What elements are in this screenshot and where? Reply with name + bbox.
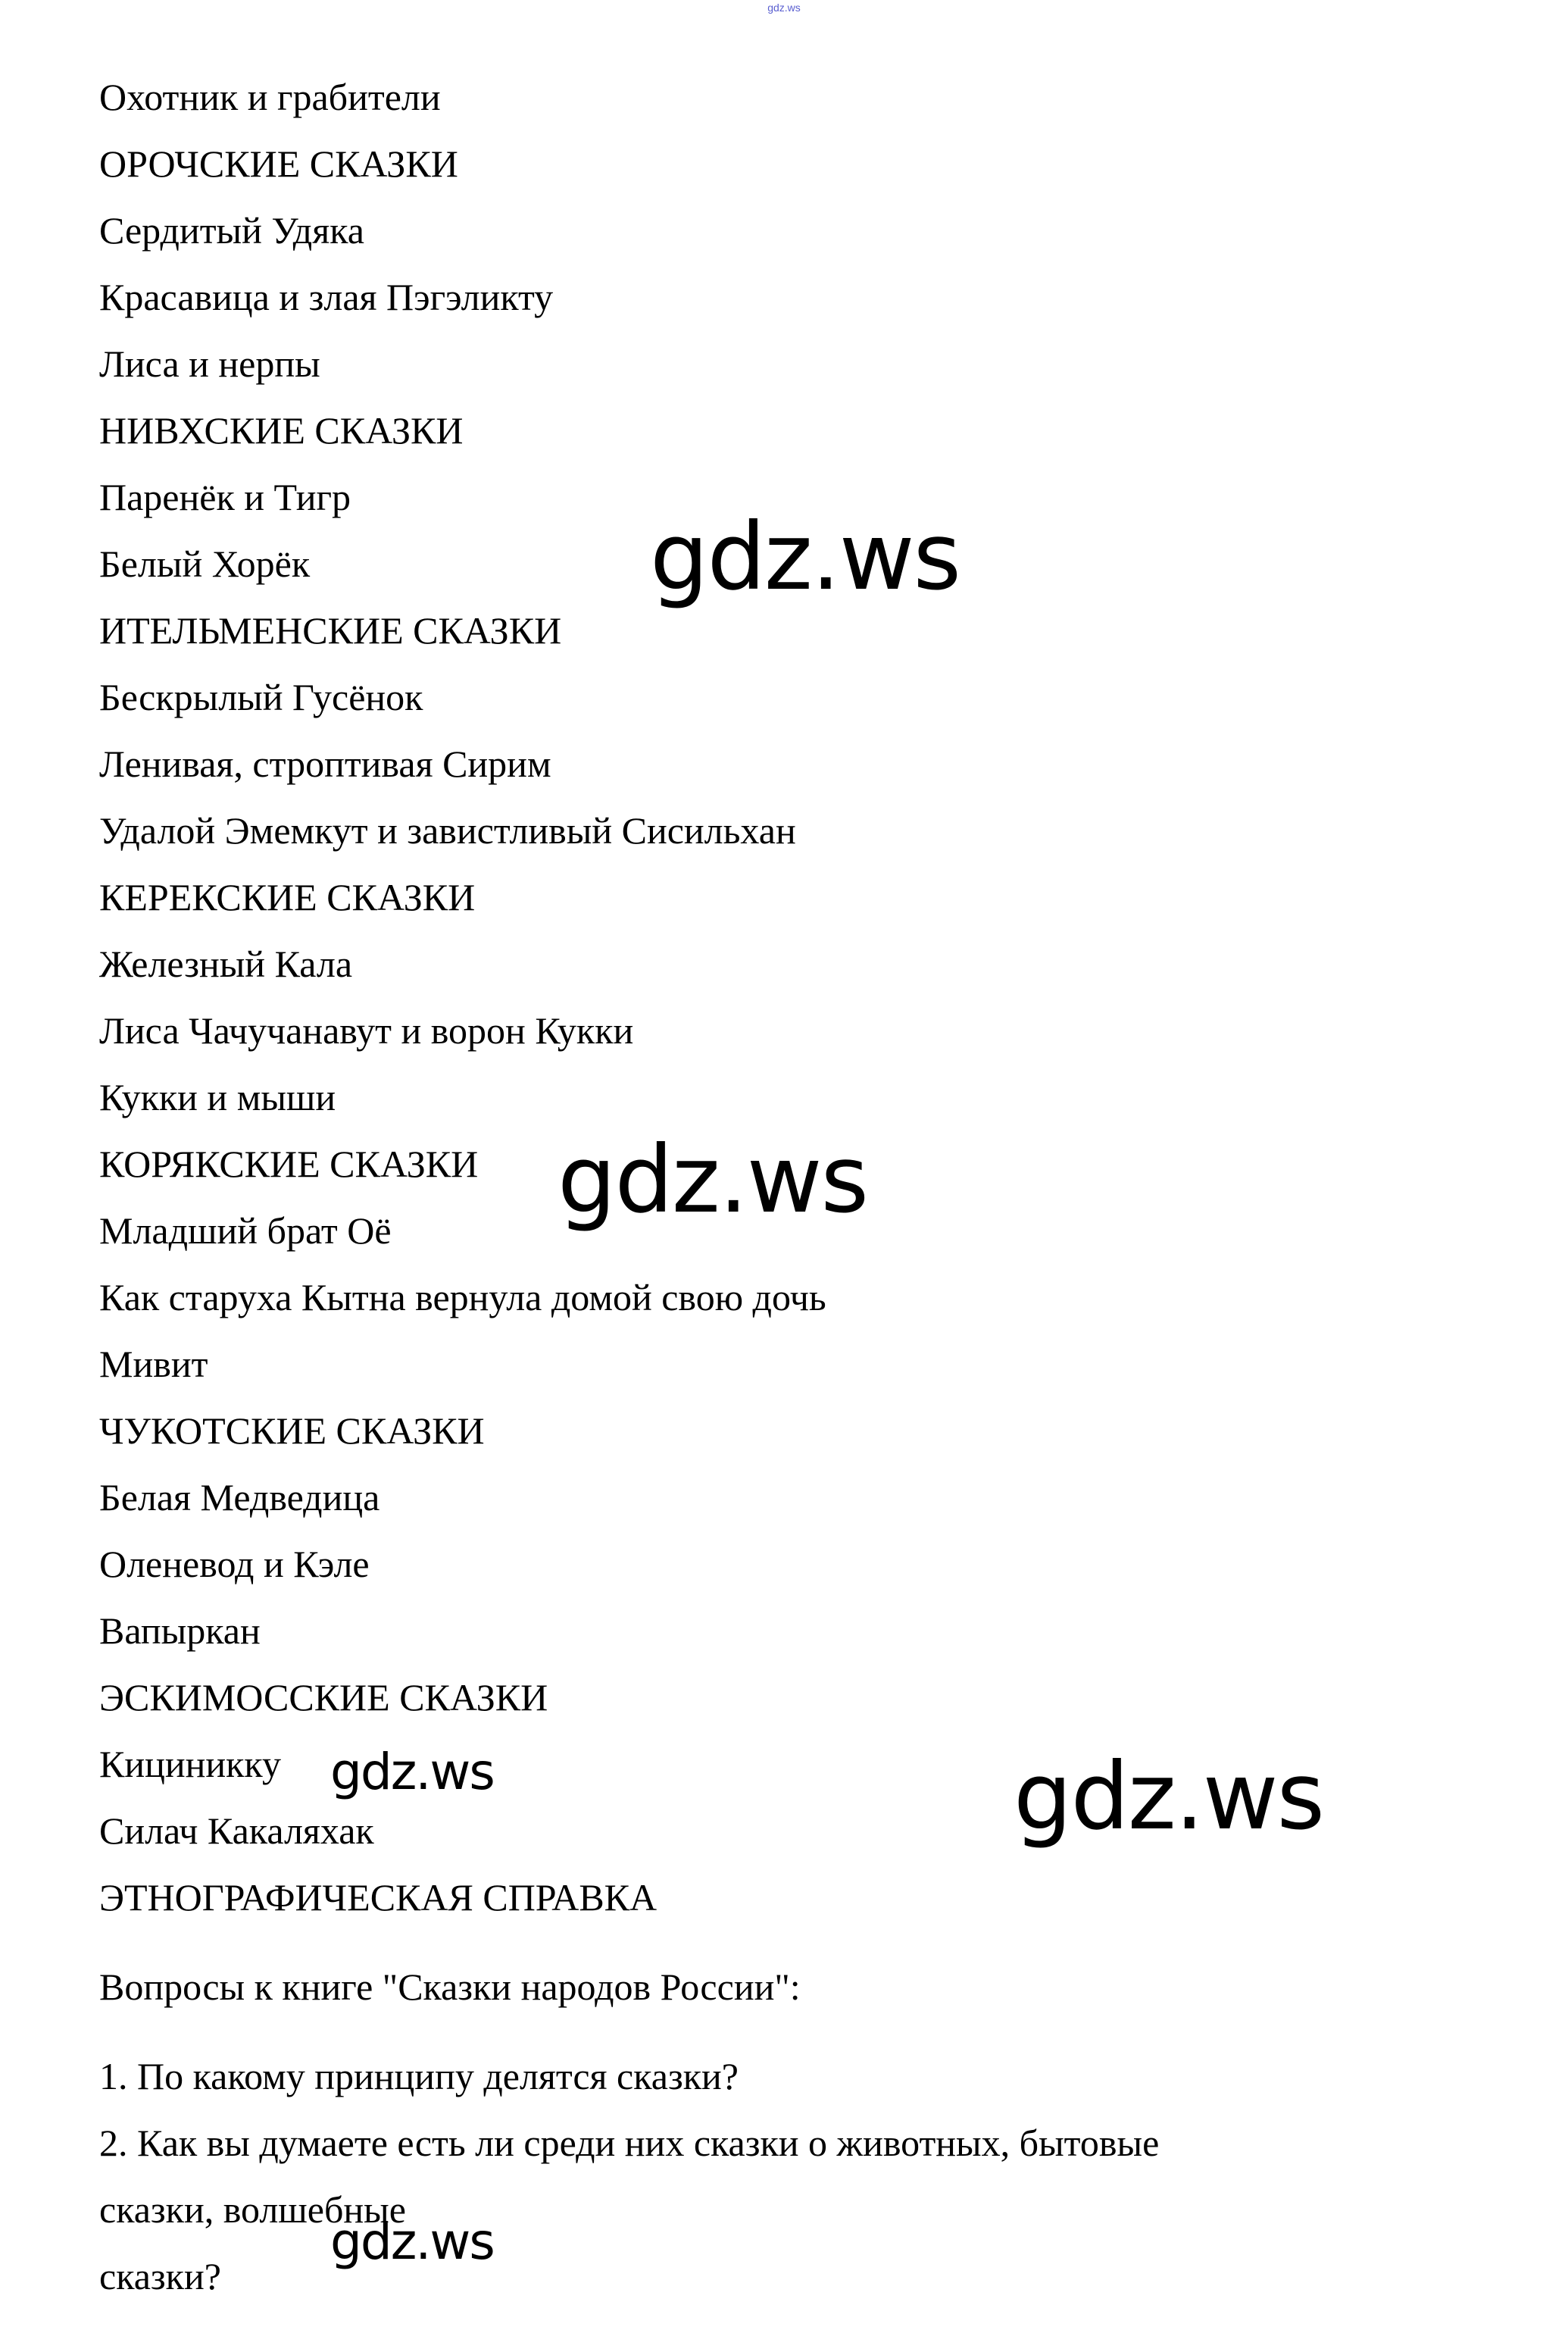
- header-watermark: gdz.ws: [767, 2, 801, 14]
- section-heading: КОРЯКСКИЕ СКАЗКИ: [99, 1143, 479, 1185]
- question-line: 2. Как вы думаете есть ли среди них сказки о животных, бытовые: [99, 2122, 1160, 2164]
- contents-item: Вапыркан: [99, 1609, 261, 1652]
- question-line: 1. По какому принципу делятся сказки?: [99, 2055, 739, 2097]
- watermark: gdz.ws: [330, 1743, 494, 1801]
- section-heading: НИВХСКИЕ СКАЗКИ: [99, 409, 464, 452]
- section-heading: ИТЕЛЬМЕНСКИЕ СКАЗКИ: [99, 609, 562, 652]
- contents-item: Бескрылый Гусёнок: [99, 676, 423, 718]
- contents-item: Как старуха Кытна вернула домой свою дочь: [99, 1276, 826, 1318]
- contents-list: [99, 64, 1538, 1931]
- section-heading: КЕРЕКСКИЕ СКАЗКИ: [99, 876, 476, 918]
- watermark: gdz.ws: [558, 1126, 868, 1234]
- contents-item: Силач Какаляхак: [99, 1809, 374, 1852]
- section-heading: ОРОЧСКИЕ СКАЗКИ: [99, 142, 458, 185]
- contents-item: Лиса Чачучанавут и ворон Кукки: [99, 1009, 634, 1052]
- watermark: gdz.ws: [1014, 1743, 1324, 1850]
- section-heading: ЧУКОТСКИЕ СКАЗКИ: [99, 1409, 485, 1452]
- contents-item: Охотник и грабители: [99, 76, 441, 118]
- section-heading: ЭТНОГРАФИЧЕСКАЯ СПРАВКА: [99, 1876, 657, 1919]
- contents-item: Кукки и мыши: [99, 1076, 336, 1118]
- contents-item: Мивит: [99, 1343, 208, 1385]
- contents-item: Паренёк и Тигр: [99, 476, 351, 518]
- section-heading: ЭСКИМОССКИЕ СКАЗКИ: [99, 1676, 548, 1719]
- watermark: gdz.ws: [650, 503, 960, 611]
- contents-item: Лиса и нерпы: [99, 342, 320, 385]
- contents-item: Железный Кала: [99, 943, 353, 985]
- contents-item: Кициникку: [99, 1743, 282, 1785]
- contents-item: Ленивая, строптивая Сирим: [99, 743, 551, 785]
- question-line: сказки, волшебные: [99, 2188, 406, 2231]
- contents-item: Оленевод и Кэле: [99, 1543, 370, 1585]
- contents-item: Младший брат Оё: [99, 1209, 392, 1252]
- contents-item: Белая Медведица: [99, 1476, 380, 1518]
- questions-list: [99, 2043, 1538, 2310]
- contents-item: Белый Хорёк: [99, 543, 311, 585]
- questions-heading: Вопросы к книге "Сказки народов России":: [99, 1966, 801, 2008]
- contents-item: Сердитый Удяка: [99, 209, 364, 252]
- watermark: gdz.ws: [330, 2213, 494, 2271]
- contents-item: Удалой Эмемкут и завистливый Сисильхан: [99, 809, 796, 852]
- question-line: сказки?: [99, 2255, 221, 2297]
- contents-item: Красавица и злая Пэгэликту: [99, 276, 554, 318]
